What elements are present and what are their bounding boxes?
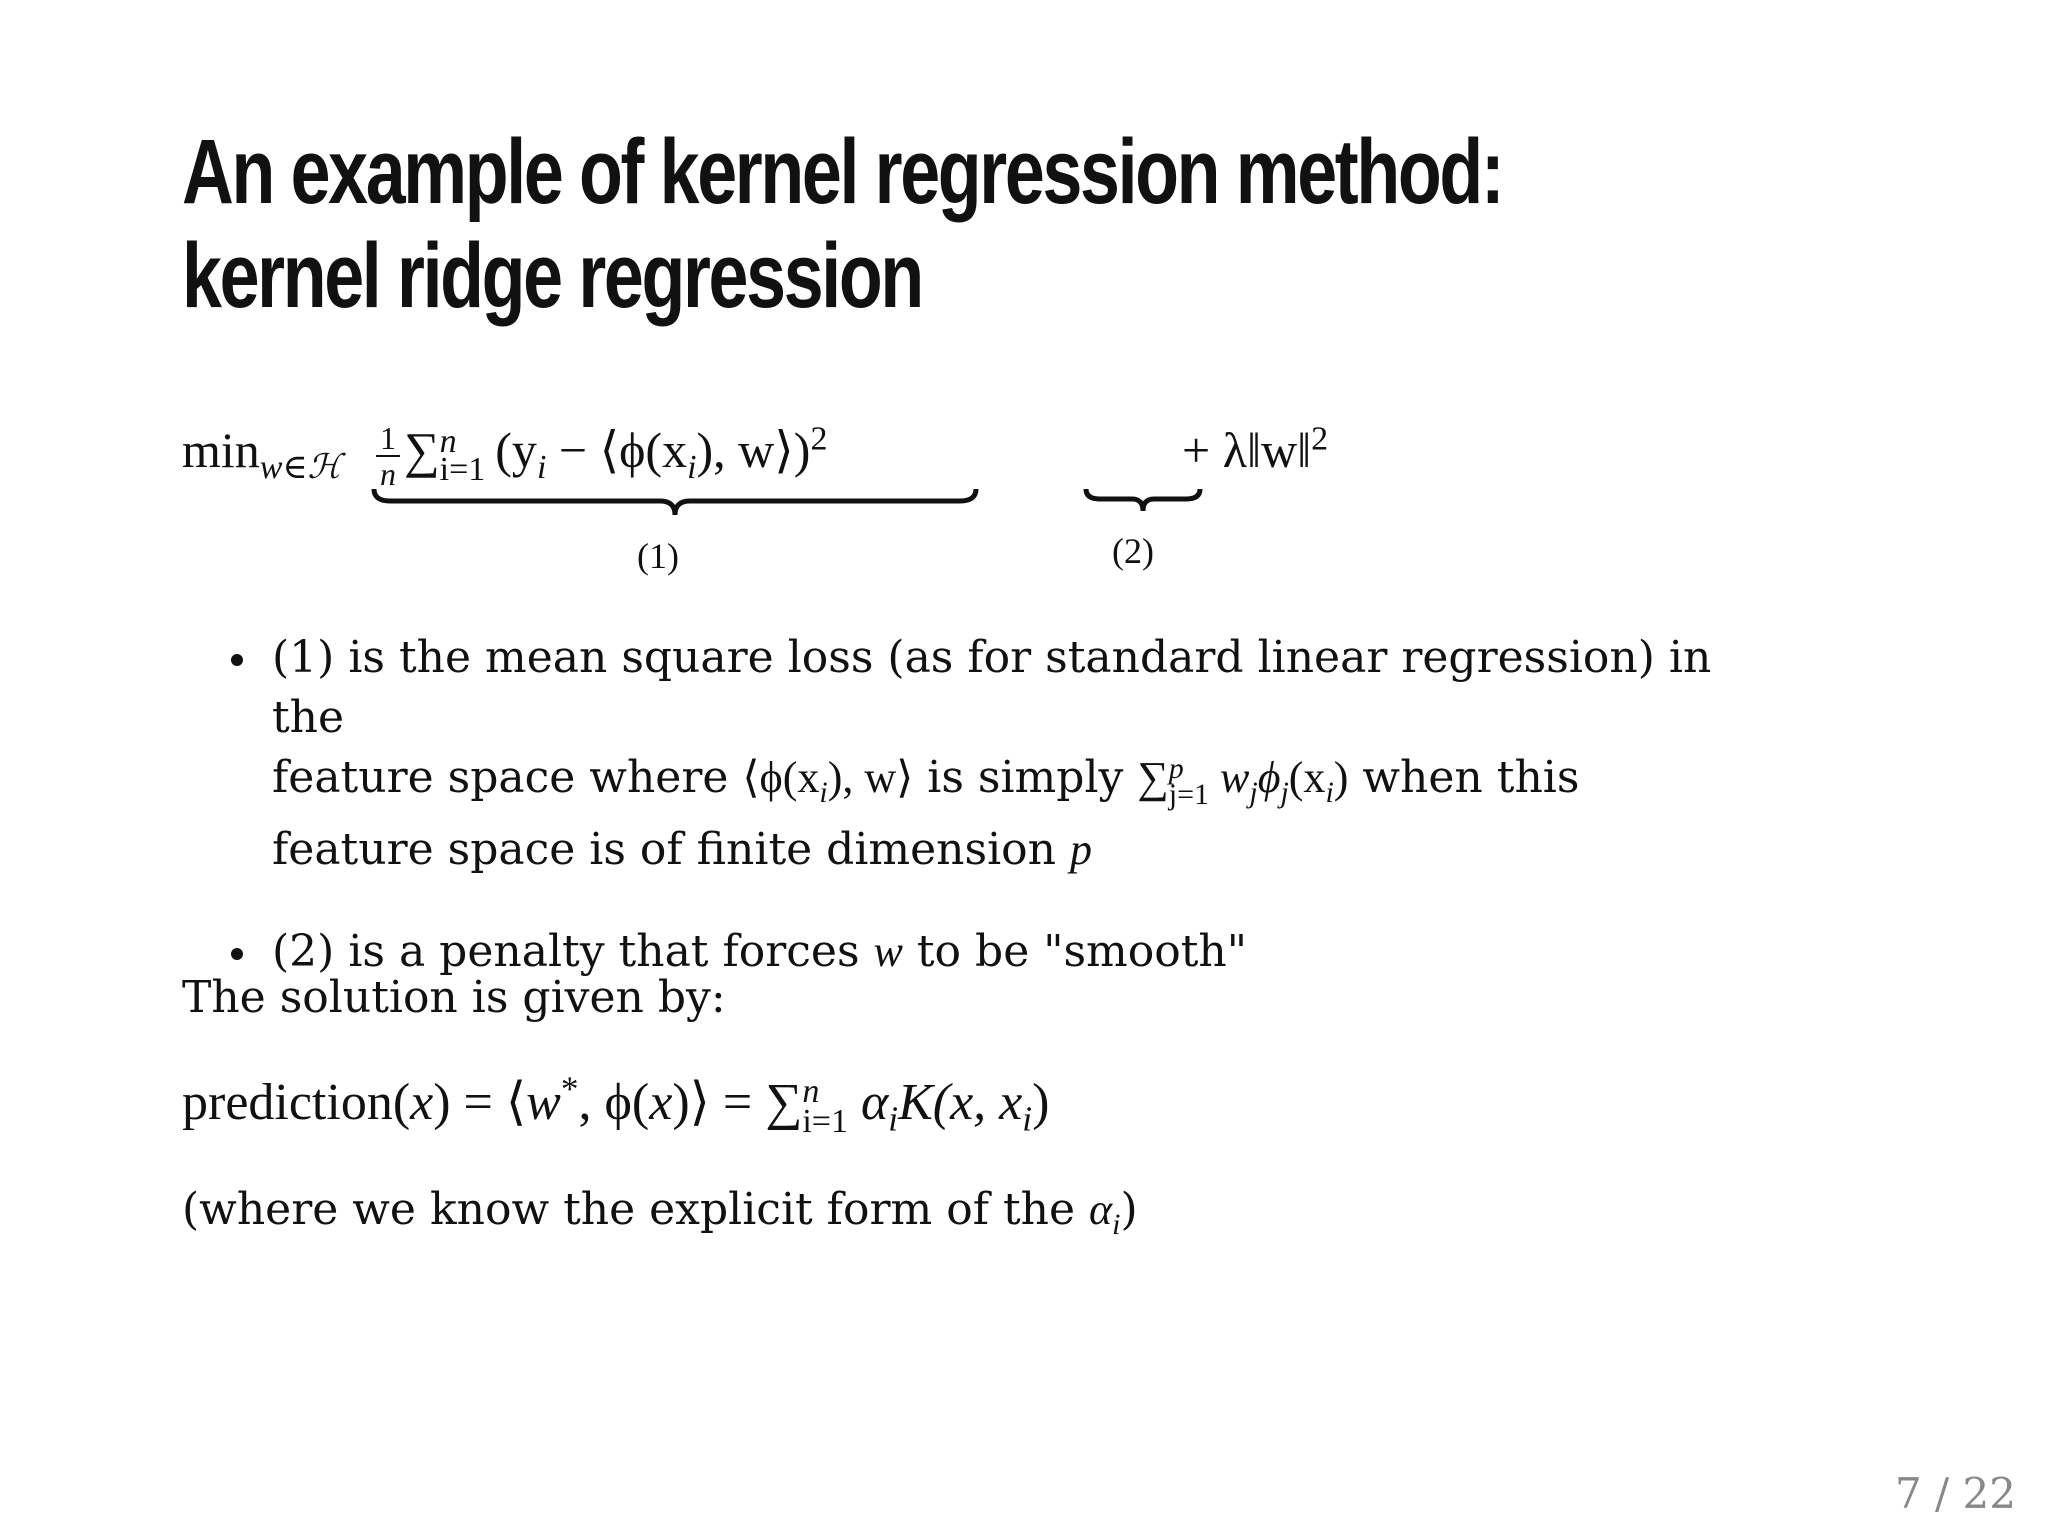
inner-open: ⟨ϕ(x (742, 753, 820, 802)
closing-paren: ) (1120, 1184, 1138, 1235)
fraction-denominator: n (380, 455, 396, 492)
loss-square: 2 (810, 420, 828, 458)
w-star: w (526, 1074, 561, 1131)
sum-symbol: ∑ (404, 422, 440, 478)
fraction-numerator: 1 (376, 421, 400, 457)
bullet-1-text-c: is simply (913, 752, 1138, 803)
bullet-2-text-b: to be "smooth" (902, 926, 1248, 977)
sum-lower: i=1 (439, 450, 486, 488)
norm-square: 2 (1311, 420, 1329, 458)
sum-upper-2: p (1168, 751, 1184, 785)
phi-j: ϕ (1257, 753, 1281, 802)
x-i-close: ) (1333, 753, 1349, 802)
closing-alpha-sub: i (1112, 1207, 1121, 1241)
var-w: w (873, 927, 903, 976)
bullet-1-text-d: when this (1348, 752, 1580, 803)
bullet-2-text-a: (2) is a penalty that forces (272, 926, 874, 977)
label-2: (2) (1112, 531, 1154, 571)
kernel: K(x, x (898, 1074, 1023, 1131)
bullet-1-line-3 (272, 820, 1782, 880)
min-subscript: w∈ℋ (259, 449, 342, 486)
var-p: p (1069, 825, 1092, 874)
loss-sub2: i (687, 449, 697, 486)
kernel-sub: i (1022, 1098, 1033, 1139)
pred-eq-2: )⟩ = (672, 1074, 766, 1131)
bullet-list (182, 628, 1782, 982)
pred-lhs: prediction( (182, 1074, 411, 1131)
sum-lower-2: j=1 (1168, 777, 1210, 811)
sum-upper: n (439, 422, 457, 460)
prediction-formula (182, 1068, 1050, 1141)
inner-product (742, 753, 914, 809)
phi-j-sub: j (1280, 775, 1289, 809)
norm-w: ‖w‖ (1246, 422, 1312, 478)
alpha-sub: i (888, 1098, 899, 1139)
x-i-sub: i (1325, 775, 1334, 809)
closing-text: (where we know the explicit form of the (182, 1184, 1090, 1235)
plus-lambda: + λ (1182, 422, 1247, 478)
page-number: 7 / 22 (1894, 1469, 2016, 1518)
sum-limits-3 (802, 1073, 848, 1141)
bullet-1-text-e: feature space is of finite dimension (272, 824, 1070, 875)
slide-title: An example of kernel regression method: kernel ridge regression (182, 121, 1503, 327)
min-op-text: min (182, 422, 260, 478)
pred-x: x (410, 1074, 434, 1131)
finite-sum (1137, 751, 1349, 811)
bullet-1-text-b: feature space where (272, 752, 743, 803)
inner-end: ), w⟩ (827, 753, 914, 802)
inner-sub: i (819, 775, 828, 809)
loss-rest: − ⟨ϕ(x (546, 422, 688, 478)
closing-note (182, 1180, 1138, 1240)
kernel-end: ) (1032, 1074, 1050, 1131)
pred-eq-1: ) = ⟨ (433, 1074, 527, 1131)
label-1: (1) (637, 536, 679, 576)
sum-limits (439, 422, 486, 488)
sum-limits-2 (1168, 751, 1210, 811)
bullet-1-line-1: (1) is the mean square loss (as for standard linear regression) in the (272, 632, 1712, 743)
loss-end: ), w⟩) (696, 422, 811, 478)
w-j-sub: j (1249, 775, 1258, 809)
sum-upper-3: n (802, 1073, 820, 1111)
bullet-item-1 (182, 628, 1782, 880)
loss-open: (y (495, 422, 537, 478)
w-j: w (1209, 753, 1250, 802)
w-star-sup: * (560, 1068, 579, 1109)
sum-symbol-3: ∑ (765, 1074, 803, 1131)
min-operator (182, 415, 341, 485)
underbrace-1 (370, 485, 980, 521)
solution-intro: The solution is given by: (182, 972, 726, 1023)
pred-mid: , ϕ( (578, 1074, 650, 1131)
sum-lower-3: i=1 (802, 1103, 848, 1141)
penalty-term (1182, 415, 1328, 485)
loss-term (372, 415, 827, 491)
sum-symbol-2: ∑ (1137, 753, 1169, 802)
x-i: (x (1288, 753, 1326, 802)
underbrace-2 (1082, 485, 1204, 517)
loss-sub: i (536, 449, 547, 486)
pred-x-2: x (649, 1074, 673, 1131)
closing-alpha: α (1089, 1185, 1113, 1234)
fraction (376, 421, 400, 491)
alpha: α (847, 1074, 889, 1131)
